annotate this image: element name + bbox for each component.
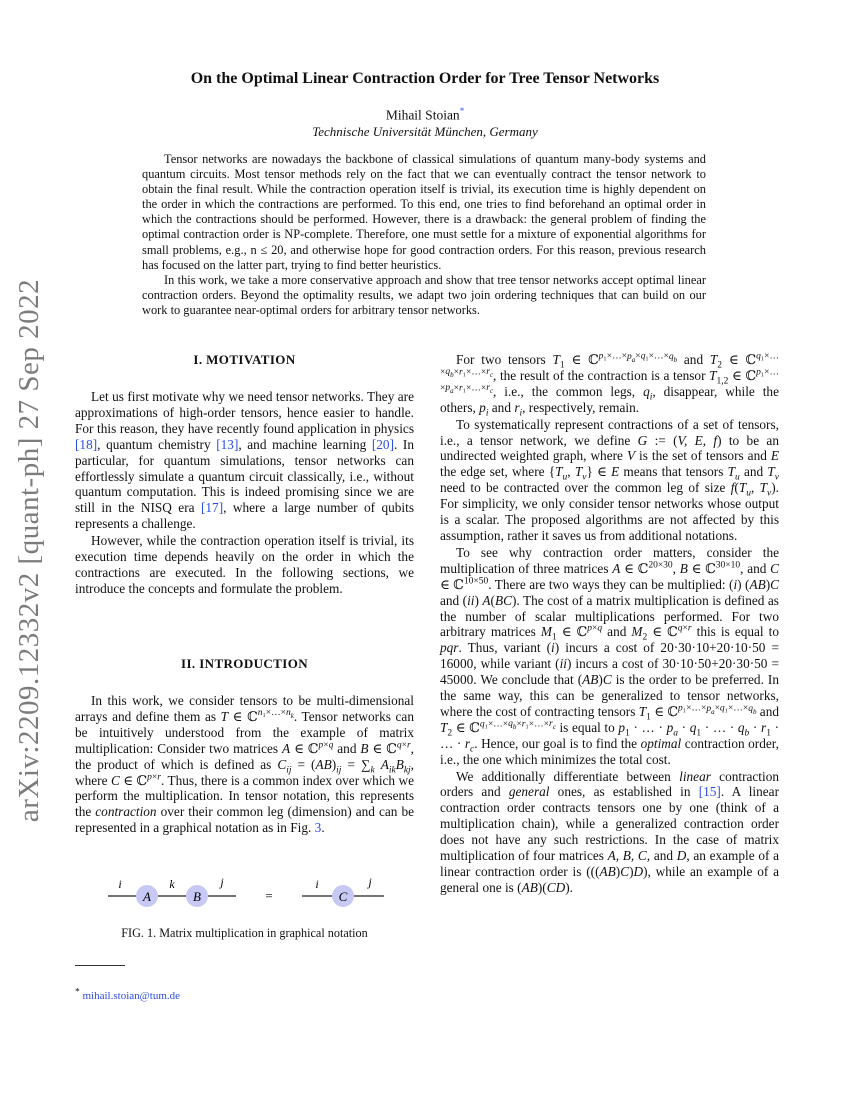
node-c-label: C — [338, 889, 348, 904]
abstract — [142, 152, 706, 318]
section-heading-motivation: I. MOTIVATION — [193, 352, 296, 367]
affiliation: Technische Universität München, Germany — [312, 124, 538, 139]
author-line — [80, 106, 770, 124]
paper-title: On the Optimal Linear Contraction Order for Tree Tensor Networks — [190, 70, 660, 87]
introduction-paragraph-1: In this work, we consider tensors to be multi-dimensional arrays and define them as T ∈ ℂ$^{n_1\times\dots\times n_k}$. Tensor networks can be intuitively understood from the example of matrix multiplication: Consider two matrices A ∈ ℂ$^{p\times q}$ and B ∈ ℂ$^{q\times r}$, the product of which is defined as $C_{ij} = (AB)_{ij} = \sum_k$ $A_{ik}B_{kj}$, where C ∈ ℂ$^{p\times r}$. Thus, there is a common index over which we perform the multiplication. In tensor notation, this represents the contraction over their common leg (dimension) and can be represented in a graphical notation as in Fig. 3. — [75, 693, 415, 836]
introduction-paragraph-5: We additionally differentiate between linear contraction orders and general ones, as established in [15]. A linear contraction order contracts tensors one by one (think of a multiplication chain), while a generalized contraction order does not have any such restrictions. In the case of matrix multiplication of four matrices A, B, C, and D, an example of a linear contraction order is (((AB)C)D), while an example of a general one is (AB)(CD). — [440, 768, 779, 895]
abstract-paragraph-2: In this work, we take a more conservative approach and show that tree tensor networks accept optimal linear contraction orders. Beyond the optimality results, we adapt two join ordering techniques that can build on our work to guarantee near-optimal orders for arbitrary tensor networks. — [142, 272, 706, 317]
arxiv-stamp: arXiv:2209.12332v2 [quant-ph] 27 Sep 2022 — [13, 278, 46, 822]
abstract-paragraph-1: Tensor networks are nowadays the backbone of classical simulations of quantum many-body systems and quantum circuits. Most tensor methods rely on the fact that we can eventually contract the tensor network to obtain the final result. While the contraction operation itself is trivial, its execution time is highly dependent on the order in which the contractions are performed. To this end, one tries to find beforehand an optimal order in which the contractions should be performed. However, there is a drawback: the general problem of finding the optimal contraction order is NP-complete. Therefore, one must settle for a mixture of exponential algorithms for small problems, e.g., n ≤ 20, and otherwise hope for good contraction orders. For this reason, previous research has focused on the latter part, trying to find better heuristics. — [142, 152, 706, 272]
introduction-paragraph-2: For two tensors $T_1$ ∈ ℂ$^{p_1\times\dots\times p_a\times q_1\times\dots\times q_b}$ and $T_2$ ∈ ℂ$^{q_1\times\dots\times q_b\times r_1\times\dots\times r_c}$, the result of the contraction is a tensor $T_{1,2}$ ∈ ℂ$^{p_1\times\dots\times p_a\times r_1\times\dots\times r_c}$, i.e., the common legs, $q_i$, disappear, while the others, $p_i$ and $r_i$, respectively, remain. — [440, 351, 779, 419]
node-a-label: A — [143, 889, 151, 904]
citation-figure[interactable]: 3 — [314, 820, 322, 836]
citation-ml[interactable]: [20] — [371, 436, 395, 452]
email-link[interactable]: mihail.stoian@tum.de — [82, 990, 181, 1002]
citation-physics[interactable]: [18] — [75, 436, 98, 452]
introduction-body-right — [440, 352, 779, 897]
introduction-body — [75, 693, 414, 837]
motivation-paragraph-1: Let us first motivate why we need tensor networks. They are approximations of high-order tensors, hence easier to handle. For this reason, they have recently found application in physics [18], quantum chemistry [13], and machine learning [20]. In particular, for quantum simulations, tensor networks can effortlessly simulate a quantum circuit classically, i.e., without quantum computation. This is indeed promising since we are still in the NISQ era [17], where a large number of qubits represents a challenge. — [75, 389, 415, 532]
footnote-rule — [75, 965, 125, 966]
leg-i-label-c: i — [315, 877, 319, 891]
leg-k-label: k — [169, 877, 175, 891]
motivation-body — [75, 389, 414, 598]
introduction-paragraph-3: To systematically represent contractions of a set of tensors, i.e., a tensor network, we define G := (V, E, f) to be an undirected weighted graph, where V is the set of tensors and E the edge set, where {$T_u$, $T_v$} ∈ E means that tensors $T_u$ and $T_v$ need to be contracted over the common leg of size $f(T_u$, $T_v$). For simplicity, we only consider tensor networks whose output is a scalar. The proposed algorithms are not affected by this assumption, rather it saves us from additional notations. — [440, 416, 779, 543]
citation-linear[interactable]: [15] — [698, 784, 721, 800]
citation-nisq[interactable]: [17] — [200, 500, 224, 516]
footnote-mark: * — [75, 987, 80, 998]
equals-sign: = — [265, 888, 273, 903]
motivation-paragraph-2: However, while the contraction operation itself is trivial, its execution time depends heavily on the order in which the contractions are executed. In the following sections, we introduce the concepts and formulate the problem. — [75, 533, 414, 596]
leg-j-label: j — [220, 875, 224, 889]
footnote — [75, 987, 181, 1002]
leg-i-label: i — [118, 877, 122, 891]
figure-matrix-multiplication — [100, 870, 400, 920]
figure-caption: FIG. 1. Matrix multiplication in graphical notation — [121, 926, 368, 940]
leg-j-label-c: j — [368, 875, 372, 889]
citation-chemistry[interactable]: [13] — [216, 436, 239, 452]
author-name: Mihail Stoian — [385, 107, 460, 123]
author-footnote-link[interactable]: * — [459, 106, 465, 116]
introduction-paragraph-4: To see why contraction order matters, consider the multiplication of three matrices A ∈ ℂ$^{20\times 30}$, B ∈ ℂ$^{30\times 10}$, and C ∈ ℂ$^{10\times 50}$. There are two ways they can be multiplied: (i) (AB)C and (ii) A(BC). The cost of a matrix multiplication is defined as the number of scalar multiplications performed. For two arbitrary matrices $M_1$ ∈ ℂ$^{p\times q}$ and $M_2$ ∈ ℂ$^{q\times r}$ this is equal to pqr. Thus, variant (i) incurs a cost of 20·30·10+20·10·50 = 16000, while variant (ii) incurs a cost of 30·10·50+20·30·50 = 45000. We conclude that (AB)C is the order to be preferred. In the same way, this can be generalized to tensor networks, where the cost of contracting tensors $T_1$ ∈ ℂ$^{p_1\times\dots\times p_a\times q_1\times\dots\times q_b}$ and $T_2$ ∈ ℂ$^{q_1\times\dots\times q_b\times r_1\times\dots\times r_c}$ is equal to $p_1$ · … · $p_a \cdot q_1$ · … · $q_b \cdot r_1$ · … · $r_c$. Hence, our goal is to find the optimal contraction order, i.e., the one which minimizes the total cost. — [440, 544, 780, 767]
node-b-label: B — [193, 889, 201, 904]
section-heading-introduction: II. INTRODUCTION — [180, 656, 309, 671]
